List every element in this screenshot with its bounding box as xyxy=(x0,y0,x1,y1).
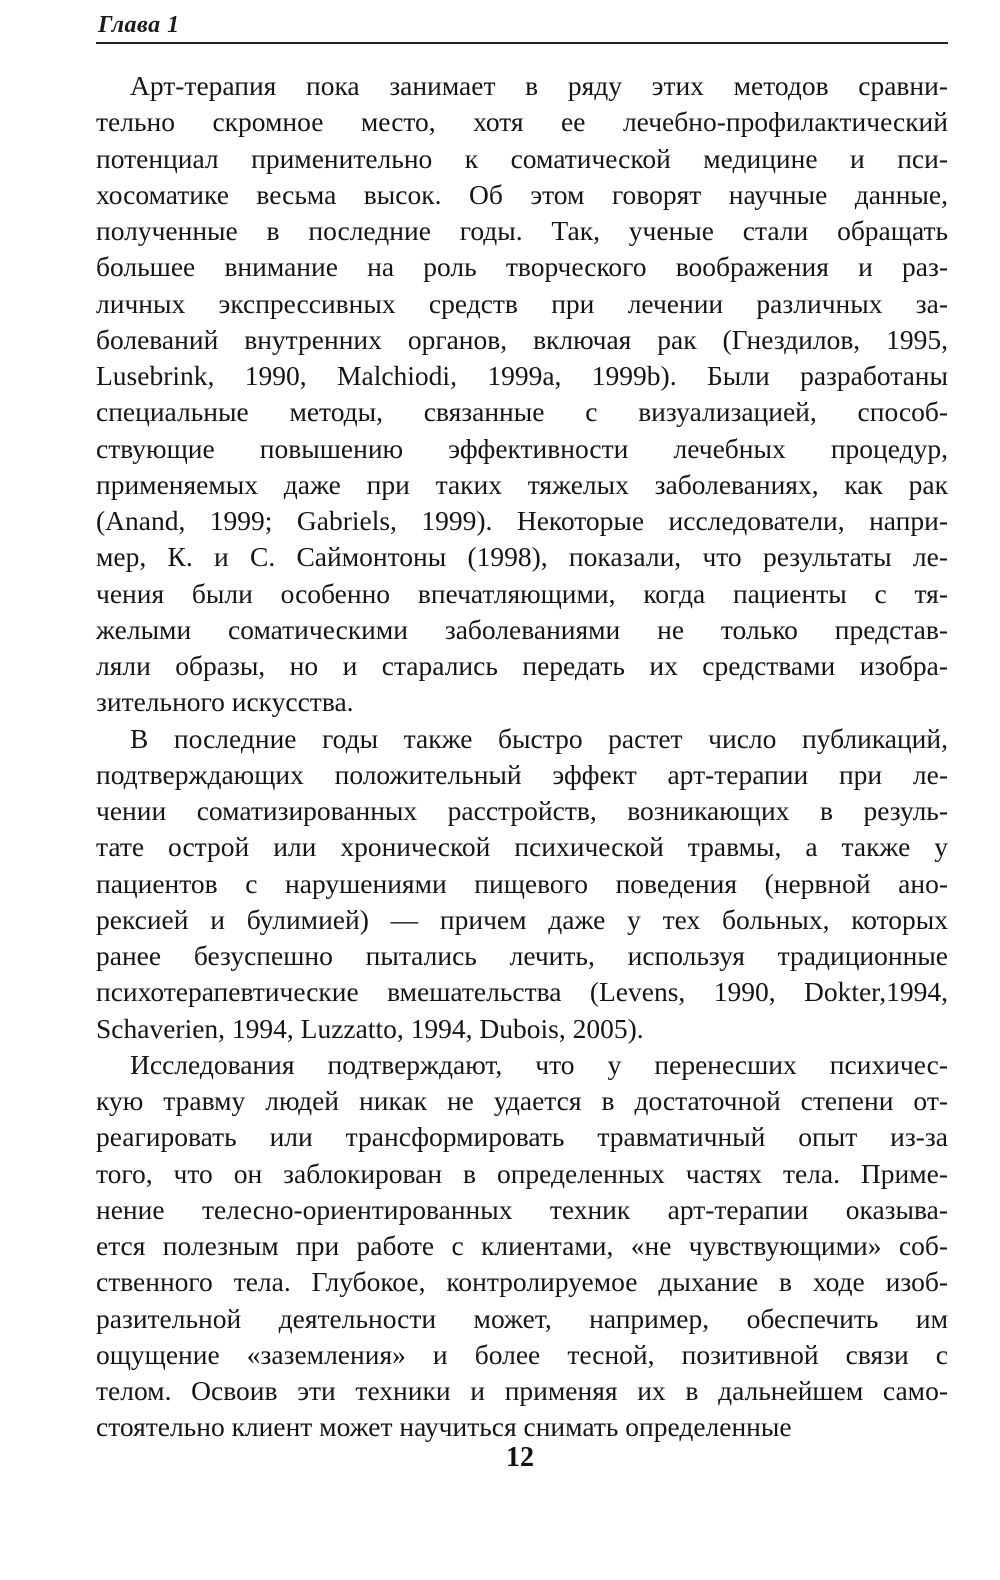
page-number: 12 xyxy=(506,1442,534,1473)
text-line: специальные методы, связанные с визуализацией, способ- xyxy=(96,396,948,428)
text-line: Schaverien, 1994, Luzzatto, 1994, Dubois, 2005). xyxy=(96,1012,644,1044)
text-line: Исследования подтверждают, что у перенесших психичес- xyxy=(130,1048,948,1080)
body-text xyxy=(96,68,948,1446)
text-line: Арт-терапия пока занимает в ряду этих методов сравни- xyxy=(130,70,948,101)
text-line: личных экспрессивных средств при лечении различных за- xyxy=(96,287,948,319)
text-line: тельно скромное место, хотя ее лечебно-профилактический xyxy=(96,106,948,138)
text-line: мер, К. и С. Саймонтоны (1998), показали, что результаты ле- xyxy=(96,541,948,573)
paragraph xyxy=(96,1047,948,1446)
text-line: рексией и булимией) — причем даже у тех больных, которых xyxy=(96,903,948,935)
text-line: чении соматизированных расстройств, возникающих в резуль- xyxy=(96,795,948,826)
text-line: желыми соматическими заболеваниями не только представ- xyxy=(96,613,948,645)
text-line: подтверждающих положительный эффект арт-терапии при ле- xyxy=(96,758,948,790)
text-line: ранее безуспешно пытались лечить, используя традиционные xyxy=(96,940,948,971)
text-line: болеваний внутренних органов, включая рак (Гнездилов, 1995, xyxy=(96,323,948,355)
paragraph xyxy=(96,721,948,1047)
text-line: нение телесно-ориентированных техник арт-терапии оказыва- xyxy=(96,1193,948,1225)
text-line: ствующие повышению эффективности лечебных процедур, xyxy=(96,432,948,464)
chapter-label: Глава 1 xyxy=(98,12,180,38)
text-line: потенциал применительно к соматической медицине и пси- xyxy=(96,142,948,174)
text-line: зительного искусства. xyxy=(96,686,354,718)
text-line: хосоматике весьма высок. Об этом говорят научные данные, xyxy=(96,178,948,210)
text-line: В последние годы также быстро растет число публикаций, xyxy=(130,722,948,754)
text-line: стоятельно клиент может научиться снимать определенные xyxy=(96,1411,792,1443)
text-line: разительной деятельности может, например, обеспечить им xyxy=(96,1302,948,1334)
text-line: чения были особенно впечатляющими, когда пациенты с тя- xyxy=(96,577,948,609)
text-line: полученные в последние годы. Так, ученые стали обращать xyxy=(96,215,948,246)
text-line: (Anand, 1999; Gabriels, 1999). Некоторые исследователи, напри- xyxy=(96,505,948,536)
text-line: тате острой или хронической психической травмы, а также у xyxy=(96,831,948,863)
text-line: реагировать или трансформировать травматичный опыт из-за xyxy=(96,1121,948,1153)
text-line: Lusebrink, 1990, Malchiodi, 1999a, 1999b). Были разработаны xyxy=(96,360,948,391)
text-line: кую травму людей никак не удается в достаточной степени от- xyxy=(96,1085,948,1116)
text-line: ляли образы, но и старались передать их средствами изобра- xyxy=(96,650,948,681)
text-line: телом. Освоив эти техники и применяя их в дальнейшем само- xyxy=(96,1375,948,1406)
text-line: большее внимание на роль творческого воображения и раз- xyxy=(96,251,948,283)
text-line: ется полезным при работе с клиентами, «не чувствующими» соб- xyxy=(96,1230,948,1261)
text-line: психотерапевтические вмешательства (Levens, 1990, Dokter,1994, xyxy=(96,976,948,1008)
text-line: ощущение «заземления» и более тесной, позитивной связи с xyxy=(96,1338,948,1370)
text-line: пациентов с нарушениями пищевого поведения (нервной ано- xyxy=(96,867,948,899)
paragraph xyxy=(96,68,948,721)
text-line: того, что он заблокирован в определенных частях тела. Приме- xyxy=(96,1157,948,1189)
running-header xyxy=(96,12,948,44)
text-line: ственного тела. Глубокое, контролируемое дыхание в ходе изоб- xyxy=(96,1266,948,1298)
text-line: применяемых даже при таких тяжелых заболеваниях, как рак xyxy=(96,468,948,500)
